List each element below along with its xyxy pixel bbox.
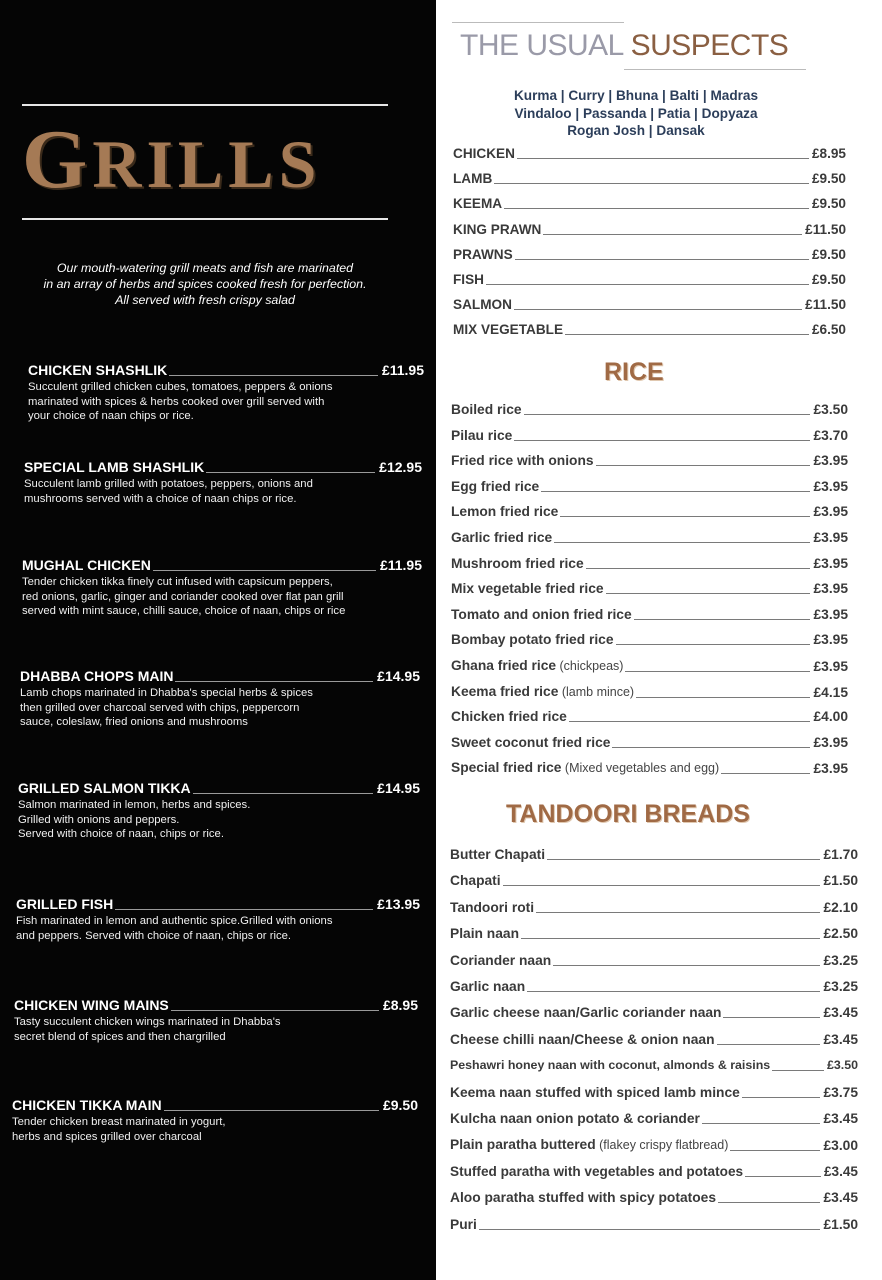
rice-item-price: £3.95 — [813, 581, 848, 597]
grill-item-row — [12, 1097, 418, 1114]
breads-item — [450, 1163, 858, 1180]
suspects-item-price: £9.50 — [811, 196, 846, 212]
rice-item-note: (lamb mince) — [558, 684, 635, 699]
rice-item-price: £3.95 — [813, 530, 848, 545]
leader-line — [616, 644, 811, 645]
leader-line — [486, 284, 809, 285]
breads-item — [450, 1216, 858, 1233]
suspects-item-name — [453, 195, 502, 212]
rice-item — [451, 503, 848, 520]
breads-item-note: (flakey crispy flatbread) — [595, 1138, 729, 1153]
leader-line — [521, 938, 820, 939]
suspects-item-label: MIX VEGETABLE — [453, 322, 564, 338]
leader-line — [612, 747, 810, 748]
grill-item-desc: Tender chicken breast marinated in yogurt, herbs and spices grilled over charcoal — [12, 1116, 226, 1143]
breads-item-label: Butter Chapati — [450, 847, 546, 862]
rice-item-price: £3.95 — [813, 632, 848, 648]
grill-item-desc: Salmon marinated in lemon, herbs and spices. Grilled with onions and peppers. Served with choice of naan, chips or rice. — [18, 799, 251, 840]
rice-item-label: Mix vegetable fried rice — [451, 581, 604, 597]
rice-item-label: Mushroom fried rice — [451, 555, 584, 571]
grills-top-rule — [22, 104, 388, 106]
rice-item-price: £3.95 — [813, 504, 848, 520]
rice-item-price: £3.50 — [813, 402, 848, 417]
leader-line — [560, 516, 810, 517]
breads-item-label: Puri — [450, 1216, 477, 1232]
rice-item-label: Ghana fried rice — [451, 658, 557, 673]
leader-line — [723, 1017, 820, 1018]
grill-item-name: CHICKEN TIKKA MAIN — [12, 1097, 162, 1113]
suspects-item-label: CHICKEN — [453, 146, 515, 161]
leader-line — [206, 472, 375, 473]
rice-item-label: Special fried rice — [451, 760, 562, 776]
rice-item-label: Garlic fried rice — [451, 530, 553, 545]
rice-item-note: (chickpeas) — [556, 659, 624, 673]
curry-styles-line: Kurma | Curry | Bhuna | Balti | Madras — [513, 88, 759, 103]
rice-item-price: £4.00 — [813, 709, 848, 725]
breads-item — [450, 899, 858, 916]
leader-line — [772, 1070, 824, 1071]
breads-item — [450, 1189, 858, 1206]
suspects-item-price: £9.50 — [811, 272, 846, 287]
suspects-item-label: KEEMA — [453, 196, 503, 212]
suspects-item — [453, 321, 846, 338]
breads-item-price: £3.45 — [823, 1190, 858, 1206]
breads-item — [450, 1004, 858, 1021]
leader-line — [596, 465, 811, 466]
breads-item-label: Garlic cheese naan/Garlic coriander naan — [450, 1005, 722, 1021]
rice-item-label: Tomato and onion fried rice — [451, 606, 632, 622]
grill-item-price: £13.95 — [377, 896, 420, 912]
rice-item — [451, 427, 848, 444]
curry-styles — [460, 87, 812, 140]
grill-item-row — [14, 997, 418, 1014]
breads-item-name — [450, 1216, 477, 1233]
rice-item-label: Pilau rice — [451, 427, 513, 443]
rice-item-price: £3.70 — [813, 427, 848, 443]
suspects-item — [453, 195, 846, 212]
grill-item-desc: Lamb chops marinated in Dhabba's special herbs & spices then grilled over charcoal served with chips, peppercorn sauce, coleslaw, fried onions and mushrooms — [20, 687, 313, 728]
breads-item-price: £3.45 — [823, 1111, 858, 1126]
suspects-item — [453, 271, 846, 288]
leader-line — [153, 570, 376, 571]
breads-item — [450, 1110, 858, 1127]
breads-item — [450, 925, 858, 942]
suspects-title-part1: THE USUAL — [460, 29, 631, 62]
breads-item-name — [450, 952, 551, 969]
suspects-item-label: PRAWNS — [453, 246, 513, 262]
rice-item — [451, 478, 848, 495]
rice-item-name — [451, 657, 623, 675]
grills-title — [22, 108, 402, 216]
grill-item-price: £11.95 — [381, 362, 424, 378]
curry-styles-line: Rogan Josh | Dansak — [567, 123, 705, 138]
suspects-item — [453, 170, 846, 187]
rice-item-label: Bombay potato fried rice — [451, 632, 614, 648]
breads-item-name — [450, 978, 525, 995]
breads-item — [450, 1031, 858, 1048]
grill-item-row — [22, 557, 422, 574]
rice-item — [451, 452, 848, 469]
grill-item-desc: Succulent grilled chicken cubes, tomatoes, peppers & onions marinated with spices & herbs cooked over grill served with your choice of naan chips or rice. — [28, 381, 333, 422]
suspects-item — [453, 246, 846, 263]
breads-item-name — [450, 1163, 743, 1180]
suspects-item-price: £11.50 — [805, 221, 846, 237]
breads-item-label: Cheese chilli naan/Cheese & onion naan — [450, 1031, 715, 1047]
breads-item-price: £1.50 — [823, 1216, 858, 1232]
grill-item — [12, 1097, 418, 1144]
grill-item-row — [16, 896, 420, 913]
rice-item-name — [451, 759, 719, 777]
grills-title-initial: G — [22, 113, 93, 206]
grill-item-price: £11.95 — [379, 557, 422, 573]
grill-item — [22, 557, 422, 619]
grills-title-rest: RILLS — [92, 126, 322, 202]
leader-line — [702, 1123, 821, 1124]
breads-item-name — [450, 1031, 715, 1048]
rice-item-name — [451, 401, 522, 418]
suspects-item-price: £9.50 — [811, 171, 846, 187]
grill-item-name: CHICKEN SHASHLIK — [28, 362, 168, 378]
grill-item-row — [18, 780, 420, 797]
breads-item-label: Aloo paratha stuffed with spicy potatoes — [450, 1190, 717, 1206]
breads-item-name — [450, 1004, 721, 1021]
breads-item-label: Garlic naan — [450, 979, 526, 994]
grill-item-name: SPECIAL LAMB SHASHLIK — [24, 459, 205, 475]
leader-line — [565, 334, 809, 335]
grill-item-row — [20, 668, 420, 685]
breads-item-label: Peshawri honey naan with coconut, almonds & raisins — [450, 1058, 771, 1073]
rice-item-name — [451, 683, 634, 701]
rice-item-label: Boiled rice — [451, 402, 522, 417]
leader-line — [721, 773, 810, 774]
leader-line — [717, 1044, 821, 1045]
curry-styles-line: Vindaloo | Passanda | Patia | Dopyaza — [514, 105, 758, 121]
breads-item-name — [450, 1189, 716, 1206]
grill-item-name: GRILLED SALMON TIKKA — [18, 780, 191, 796]
rice-item-price: £3.95 — [813, 453, 848, 469]
grill-item — [18, 780, 420, 842]
breads-item-label: Stuffed paratha with vegetables and potatoes — [450, 1163, 744, 1179]
breads-item-name — [450, 925, 519, 942]
leader-line — [634, 619, 811, 620]
leader-line — [553, 965, 820, 966]
leader-line — [494, 183, 809, 184]
breads-item-name — [450, 1110, 700, 1127]
leader-line — [636, 697, 810, 698]
rice-item-name — [451, 503, 558, 520]
breads-item-label: Tandoori roti — [450, 899, 535, 915]
leader-line — [718, 1202, 820, 1203]
breads-item-price: £3.75 — [823, 1084, 858, 1100]
rice-item-price: £4.15 — [813, 684, 848, 700]
breads-item-name — [450, 1057, 770, 1074]
grill-item-price: £14.95 — [377, 780, 420, 796]
leader-line — [524, 414, 811, 415]
rice-item-label: Sweet coconut fried rice — [451, 734, 611, 750]
leader-line — [730, 1150, 820, 1151]
suspects-top-rule — [452, 22, 624, 23]
breads-item — [450, 1057, 858, 1074]
grill-item-desc: Fish marinated in lemon and authentic spice.Grilled with onions and peppers. Served with choice of naan, chips or rice. — [16, 915, 333, 942]
suspects-item-name — [453, 296, 512, 313]
suspects-item-price: £6.50 — [811, 322, 846, 338]
breads-item-label: Plain naan — [450, 926, 520, 942]
grill-item-row — [24, 459, 422, 476]
leader-line — [164, 1110, 379, 1111]
rice-item-name — [451, 631, 614, 648]
breads-item — [450, 978, 858, 995]
suspects-bottom-rule — [624, 69, 806, 70]
leader-line — [554, 542, 810, 543]
breads-item-price: £2.50 — [823, 926, 858, 942]
rice-item-label: Chicken fried rice — [451, 709, 567, 725]
leader-line — [745, 1176, 821, 1177]
leader-line — [527, 991, 820, 992]
leader-line — [517, 158, 809, 159]
breads-item-label: Coriander naan — [450, 952, 552, 968]
rice-item-price: £3.95 — [813, 478, 848, 494]
leader-line — [169, 375, 378, 376]
rice-item-name — [451, 734, 610, 751]
rice-item-price: £3.95 — [813, 734, 848, 750]
rice-item — [451, 580, 848, 597]
leader-line — [586, 568, 811, 569]
breads-item-price: £3.25 — [823, 952, 858, 968]
leader-line — [541, 491, 810, 492]
grill-item-desc: Succulent lamb grilled with potatoes, peppers, onions and mushrooms served with a choice of naan chips or rice. — [24, 478, 313, 505]
grill-item — [14, 997, 418, 1044]
grills-panel — [0, 0, 436, 1280]
grill-item — [20, 668, 420, 730]
grill-item-price: £12.95 — [379, 459, 422, 475]
rice-item-price: £3.95 — [813, 761, 848, 777]
breads-item-price: £3.45 — [823, 1031, 858, 1047]
breads-item-name — [450, 872, 501, 889]
breads-item-price: £1.50 — [823, 873, 858, 889]
breads-item — [450, 846, 858, 863]
rice-item — [451, 555, 848, 572]
rice-item — [451, 708, 848, 725]
grill-item-desc: Tasty succulent chicken wings marinated in Dhabba's secret blend of spices and then chargrilled — [14, 1016, 281, 1043]
grill-item-price: £9.50 — [382, 1097, 418, 1113]
suspects-item-name — [453, 321, 563, 338]
leader-line — [503, 885, 821, 886]
leader-line — [547, 859, 820, 860]
suspects-item — [453, 145, 846, 162]
breads-item-label: Kulcha naan onion potato & coriander — [450, 1111, 700, 1126]
breads-item — [450, 952, 858, 969]
rice-item-label: Lemon fried rice — [451, 504, 559, 520]
suspects-title-part2: SUSPECTS — [630, 29, 789, 62]
breads-item-price: £2.10 — [823, 899, 858, 915]
leader-line — [515, 259, 809, 260]
suspects-title — [460, 28, 840, 64]
rice-item — [451, 401, 848, 418]
grills-intro: Our mouth-watering grill meats and fish are marinated in an array of herbs and spices cooked fresh for perfection. All served with fresh crispy salad — [43, 261, 367, 307]
breads-title: TANDOORI BREADS — [506, 800, 750, 828]
suspects-item — [453, 221, 846, 238]
rice-item-price: £3.95 — [813, 606, 848, 622]
grill-item-price: £14.95 — [377, 668, 420, 684]
suspects-item-label: FISH — [453, 272, 484, 287]
rice-item-name — [451, 529, 552, 546]
grill-item-desc: Tender chicken tikka finely cut infused with capsicum peppers, red onions, garlic, ginger and coriander cooked over flat pan grill served with mint sauce, chilli sauce, choice of naan, chips or rice — [22, 576, 346, 617]
leader-line — [171, 1010, 379, 1011]
suspects-item-price: £11.50 — [805, 297, 846, 313]
rice-item-label: Fried rice with onions — [451, 453, 594, 469]
leader-line — [625, 671, 810, 672]
breads-item — [450, 1084, 858, 1101]
rice-item-label: Keema fried rice — [451, 683, 559, 699]
breads-item — [450, 872, 858, 889]
grill-item — [24, 459, 422, 506]
leader-line — [504, 208, 809, 209]
suspects-item-price: £9.50 — [811, 246, 846, 262]
breads-item-price: £3.50 — [826, 1058, 858, 1073]
rice-item-price: £3.95 — [813, 555, 848, 571]
rice-item-note: (Mixed vegetables and egg) — [561, 761, 720, 776]
grill-item — [28, 362, 424, 424]
breads-item-price: £3.45 — [823, 1005, 858, 1021]
breads-item — [450, 1136, 858, 1154]
rice-item — [451, 734, 848, 751]
leader-line — [175, 681, 373, 682]
suspects-item-label: KING PRAWN — [453, 221, 542, 237]
leader-line — [536, 912, 820, 913]
rice-item — [451, 683, 848, 701]
grill-item-name: CHICKEN WING MAINS — [14, 997, 169, 1013]
suspects-item-name — [453, 170, 492, 187]
grill-item-name: MUGHAL CHICKEN — [22, 557, 151, 573]
rice-item-name — [451, 555, 584, 572]
leader-line — [479, 1229, 821, 1230]
rice-item-name — [451, 606, 632, 623]
grill-item-price: £8.95 — [382, 997, 418, 1013]
leader-line — [115, 909, 373, 910]
leader-line — [569, 721, 811, 722]
suspects-item-name — [453, 246, 513, 263]
grills-bottom-rule — [22, 218, 388, 220]
suspects-item — [453, 296, 846, 313]
rice-item-name — [451, 478, 539, 495]
leader-line — [742, 1097, 821, 1098]
leader-line — [514, 309, 802, 310]
rice-item-name — [451, 452, 594, 469]
suspects-item-name — [453, 271, 484, 288]
breads-item-name — [450, 1136, 728, 1154]
breads-item-name — [450, 846, 545, 863]
suspects-item-price: £8.95 — [811, 146, 846, 161]
leader-line — [514, 440, 810, 441]
grill-item — [16, 896, 420, 943]
grill-item-row — [28, 362, 424, 379]
breads-item-label: Keema naan stuffed with spiced lamb mince — [450, 1084, 740, 1100]
rice-item-name — [451, 580, 604, 597]
grill-item-name: DHABBA CHOPS MAIN — [20, 668, 174, 684]
rice-item-price: £3.95 — [813, 659, 848, 674]
rice-item — [451, 631, 848, 648]
rice-item-label: Egg fried rice — [451, 478, 540, 494]
leader-line — [193, 793, 374, 794]
suspects-item-label: SALMON — [453, 297, 512, 313]
breads-item-name — [450, 1084, 740, 1101]
suspects-item-name — [453, 221, 541, 238]
suspects-item-name — [453, 145, 515, 162]
breads-item-price: £3.25 — [823, 979, 858, 994]
leader-line — [606, 593, 811, 594]
breads-item-label: Chapati — [450, 873, 501, 889]
rice-title: RICE — [604, 358, 664, 386]
suspects-item-label: LAMB — [453, 171, 493, 187]
breads-item-name — [450, 899, 534, 916]
breads-item-price: £1.70 — [823, 847, 858, 862]
breads-item-price: £3.45 — [823, 1163, 858, 1179]
rice-item-name — [451, 708, 567, 725]
breads-item-label: Plain paratha buttered — [450, 1137, 596, 1153]
rice-item — [451, 529, 848, 546]
grill-item-name: GRILLED FISH — [16, 896, 114, 912]
leader-line — [543, 234, 802, 235]
rice-item — [451, 657, 848, 675]
breads-item-price: £3.00 — [823, 1138, 858, 1154]
rice-item — [451, 759, 848, 777]
rice-item-name — [451, 427, 512, 444]
rice-item — [451, 606, 848, 623]
